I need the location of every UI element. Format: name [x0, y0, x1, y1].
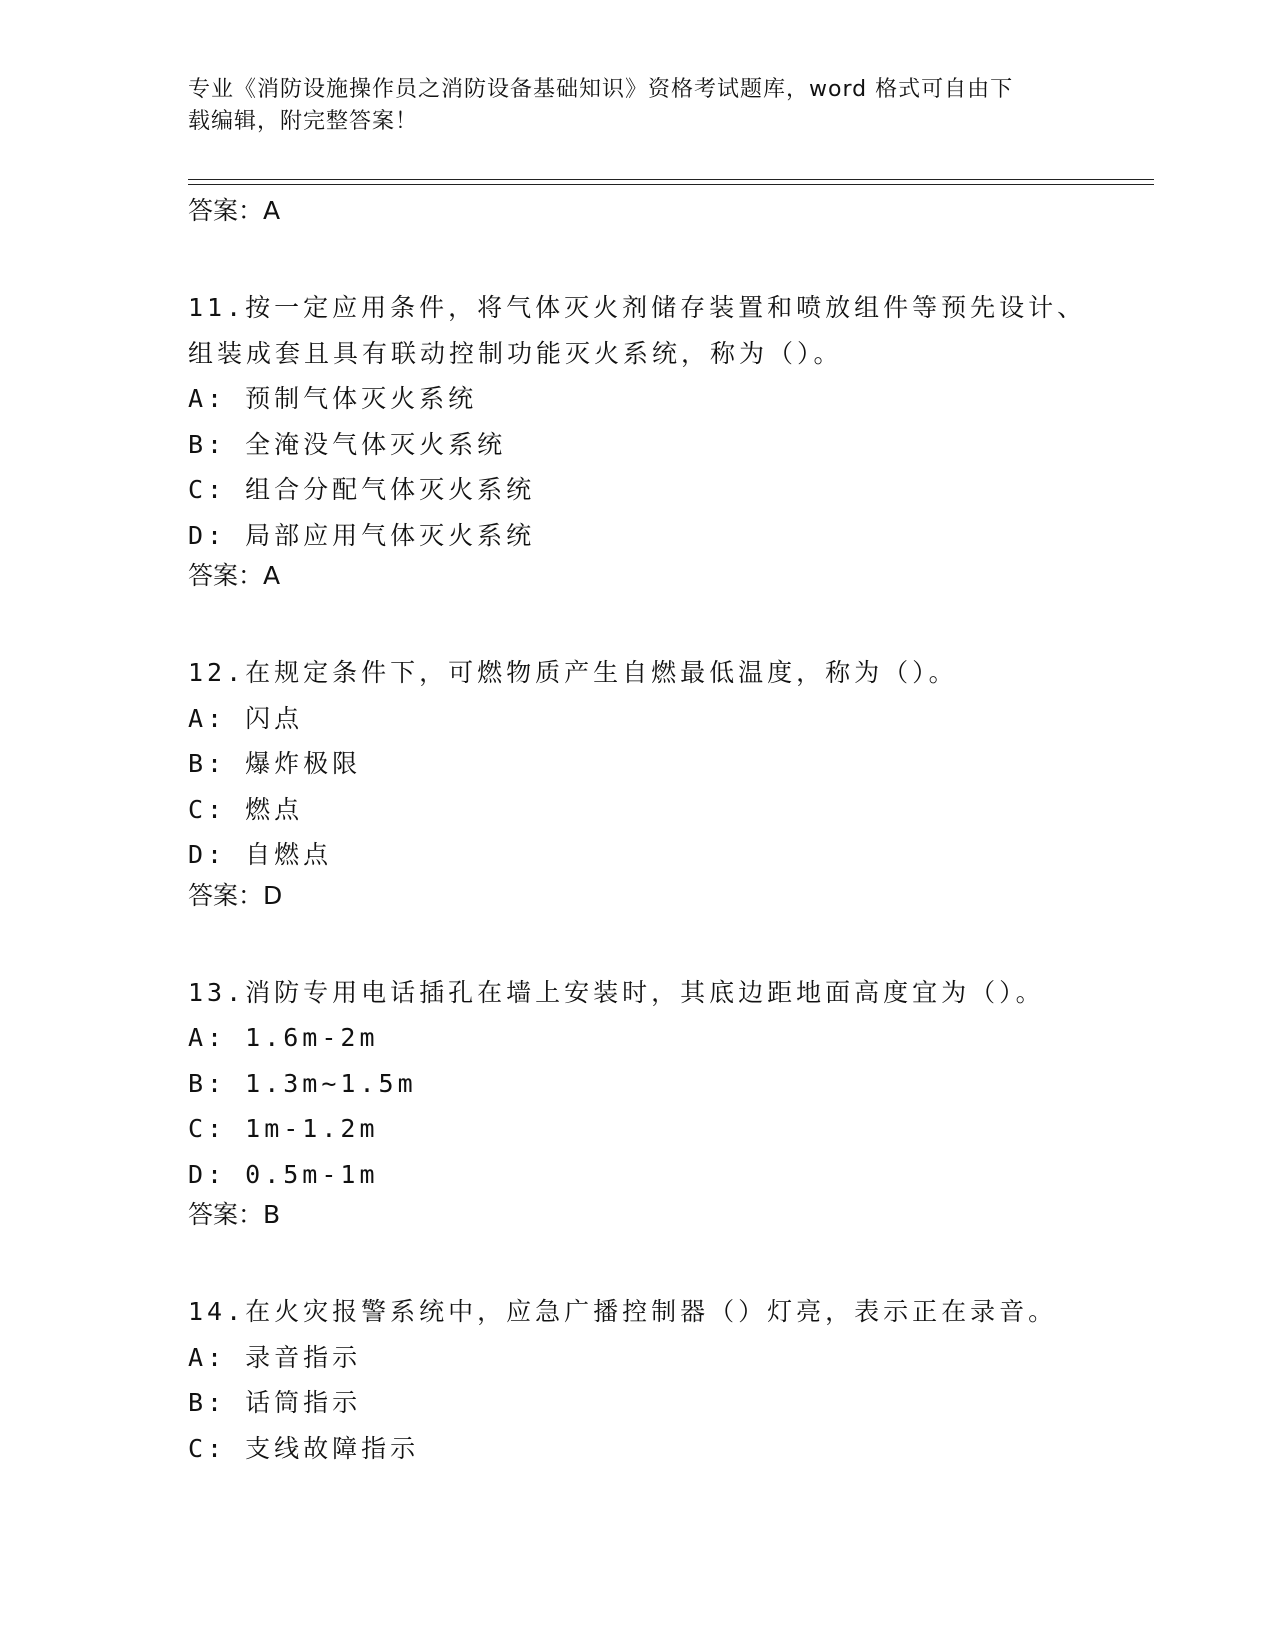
option-c: C: 燃点: [188, 794, 304, 824]
header-line-1: 专业《消防设施操作员之消防设备基础知识》资格考试题库，word 格式可自由下: [188, 77, 1014, 102]
question-11: [188, 285, 1148, 596]
option-d: D: 局部应用气体灭火系统: [188, 520, 536, 550]
question-stem: 14.在火灾报警系统中，应急广播控制器（）灯亮，表示正在录音。: [188, 1297, 1058, 1326]
option-c: C: 1m-1.2m: [188, 1114, 379, 1143]
option-b: B: 话筒指示: [188, 1388, 362, 1417]
option-c: C: 支线故障指示: [188, 1433, 420, 1463]
option-d: D: 自燃点: [188, 840, 333, 869]
answer-line: 答案：B: [188, 1200, 281, 1229]
option-b: B: 全淹没气体灭火系统: [188, 429, 507, 459]
answer-line: 答案：D: [188, 880, 283, 910]
option-a: A: 闪点: [188, 703, 304, 733]
question-list: [188, 193, 1148, 1471]
option-a: A: 1.6m-2m: [188, 1023, 379, 1052]
document-header: [188, 74, 1068, 138]
option-a: A: 录音指示: [188, 1342, 362, 1372]
answer-line: 答案：A: [188, 561, 281, 590]
answer-line: 答案：A: [188, 196, 281, 225]
option-d: D: 0.5m-1m: [188, 1159, 379, 1189]
question-14: [188, 1289, 1148, 1471]
question-stem: 12.在规定条件下，可燃物质产生自燃最低温度，称为（）。: [188, 658, 958, 687]
option-a: A: 预制气体灭火系统: [188, 384, 478, 413]
header-rule-top: [188, 179, 1154, 180]
question-13: [188, 970, 1148, 1236]
option-b: B: 爆炸极限: [188, 749, 362, 778]
option-c: C: 组合分配气体灭火系统: [188, 475, 536, 504]
option-b: B: 1.3m~1.5m: [188, 1068, 417, 1098]
header-line-2: 载编辑，附完整答案！: [188, 109, 419, 134]
question-12: [188, 650, 1148, 916]
question-stem: 11.按一定应用条件，将气体灭火剂储存装置和喷放组件等预先设计、: [188, 293, 1087, 322]
question-stem: 13.消防专用电话插孔在墙上安装时，其底边距地面高度宜为（）。: [188, 977, 1045, 1007]
header-rule-bottom: [188, 184, 1154, 185]
question-stem-cont: 组装成套且具有联动控制功能灭火系统，称为（）。: [188, 338, 843, 368]
